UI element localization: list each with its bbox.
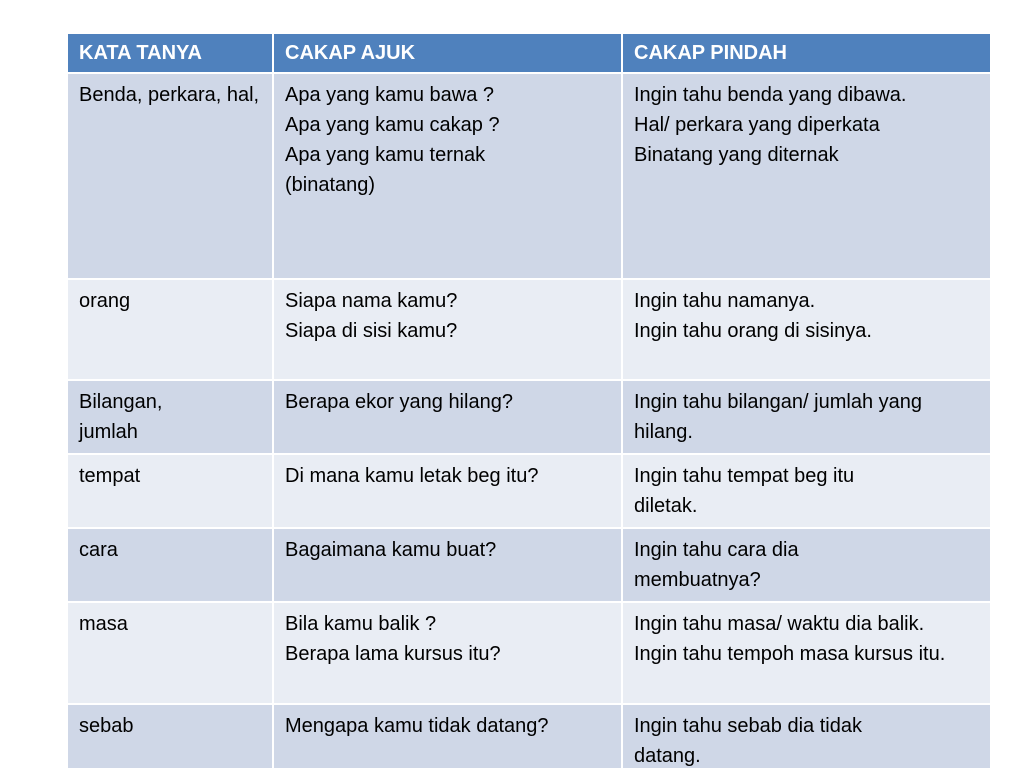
cakap-ajuk-line: Siapa nama kamu?	[285, 290, 458, 312]
cakap-ajuk-cell	[273, 73, 622, 279]
table-row	[68, 73, 990, 279]
cakap-ajuk-line: Mengapa kamu tidak datang?	[285, 715, 549, 737]
cakap-pindah-cell	[622, 602, 990, 704]
kata-tanya-text: Bilangan, jumlah	[79, 391, 163, 443]
cakap-pindah-line: Ingin tahu sebab dia tidak datang.	[634, 715, 862, 767]
cakap-ajuk-line: Siapa di sisi kamu?	[285, 320, 458, 342]
cakap-pindah-line: Ingin tahu benda yang dibawa.	[634, 84, 907, 106]
kata-tanya-text: masa	[79, 613, 128, 635]
cakap-ajuk-line: Apa yang kamu bawa ?	[285, 84, 495, 106]
table-row	[68, 380, 990, 454]
question-word-table	[68, 34, 990, 768]
cakap-pindah-cell	[622, 73, 990, 279]
cakap-ajuk-line: Berapa lama kursus itu?	[285, 643, 501, 665]
cakap-ajuk-line: Bagaimana kamu buat?	[285, 539, 497, 561]
kata-tanya-text: sebab	[79, 715, 134, 737]
header-cakap-ajuk: CAKAP AJUK	[273, 34, 622, 73]
cakap-pindah-cell	[622, 704, 990, 768]
cakap-ajuk-cell	[273, 279, 622, 380]
table-row	[68, 528, 990, 602]
cakap-pindah-line: Ingin tahu orang di sisinya.	[634, 320, 872, 342]
cakap-pindah-line: Ingin tahu tempat beg itu diletak.	[634, 465, 855, 517]
cakap-pindah-cell	[622, 454, 990, 528]
cakap-ajuk-cell	[273, 602, 622, 704]
kata-tanya-text: orang	[79, 290, 131, 312]
cakap-pindah-line: Ingin tahu cara dia membuatnya?	[634, 539, 799, 591]
cakap-pindah-cell	[622, 279, 990, 380]
kata-tanya-cell	[68, 380, 273, 454]
cakap-ajuk-cell	[273, 454, 622, 528]
cakap-pindah-line: Hal/ perkara yang diperkata	[634, 114, 880, 136]
kata-tanya-cell	[68, 528, 273, 602]
kata-tanya-text: cara	[79, 539, 118, 561]
kata-tanya-text: Benda, perkara, hal,	[79, 84, 260, 106]
table-row	[68, 454, 990, 528]
cakap-ajuk-line: Apa yang kamu ternak (binatang)	[285, 144, 486, 196]
cakap-pindah-line: Binatang yang diternak	[634, 144, 839, 166]
kata-tanya-cell	[68, 602, 273, 704]
cakap-pindah-line: Ingin tahu namanya.	[634, 290, 816, 312]
cakap-pindah-line: Ingin tahu masa/ waktu dia balik.	[634, 613, 925, 635]
kata-tanya-cell	[68, 704, 273, 768]
kata-tanya-text: tempat	[79, 465, 141, 487]
cakap-ajuk-cell	[273, 380, 622, 454]
cakap-ajuk-cell	[273, 704, 622, 768]
header-kata-tanya: KATA TANYA	[68, 34, 273, 73]
table-row	[68, 279, 990, 380]
table-header-row	[68, 34, 990, 73]
kata-tanya-cell	[68, 454, 273, 528]
table-row	[68, 602, 990, 704]
cakap-ajuk-line: Di mana kamu letak beg itu?	[285, 465, 539, 487]
cakap-pindah-line: Ingin tahu tempoh masa kursus itu.	[634, 643, 946, 665]
cakap-ajuk-line: Berapa ekor yang hilang?	[285, 391, 513, 413]
table-row	[68, 704, 990, 768]
cakap-pindah-cell	[622, 380, 990, 454]
cakap-ajuk-line: Bila kamu balik ?	[285, 613, 437, 635]
cakap-ajuk-line: Apa yang kamu cakap ?	[285, 114, 500, 136]
cakap-ajuk-cell	[273, 528, 622, 602]
header-cakap-pindah: CAKAP PINDAH	[622, 34, 990, 73]
kata-tanya-cell	[68, 279, 273, 380]
kata-tanya-cell	[68, 73, 273, 279]
cakap-pindah-line: Ingin tahu bilangan/ jumlah yang hilang.	[634, 391, 922, 443]
cakap-pindah-cell	[622, 528, 990, 602]
